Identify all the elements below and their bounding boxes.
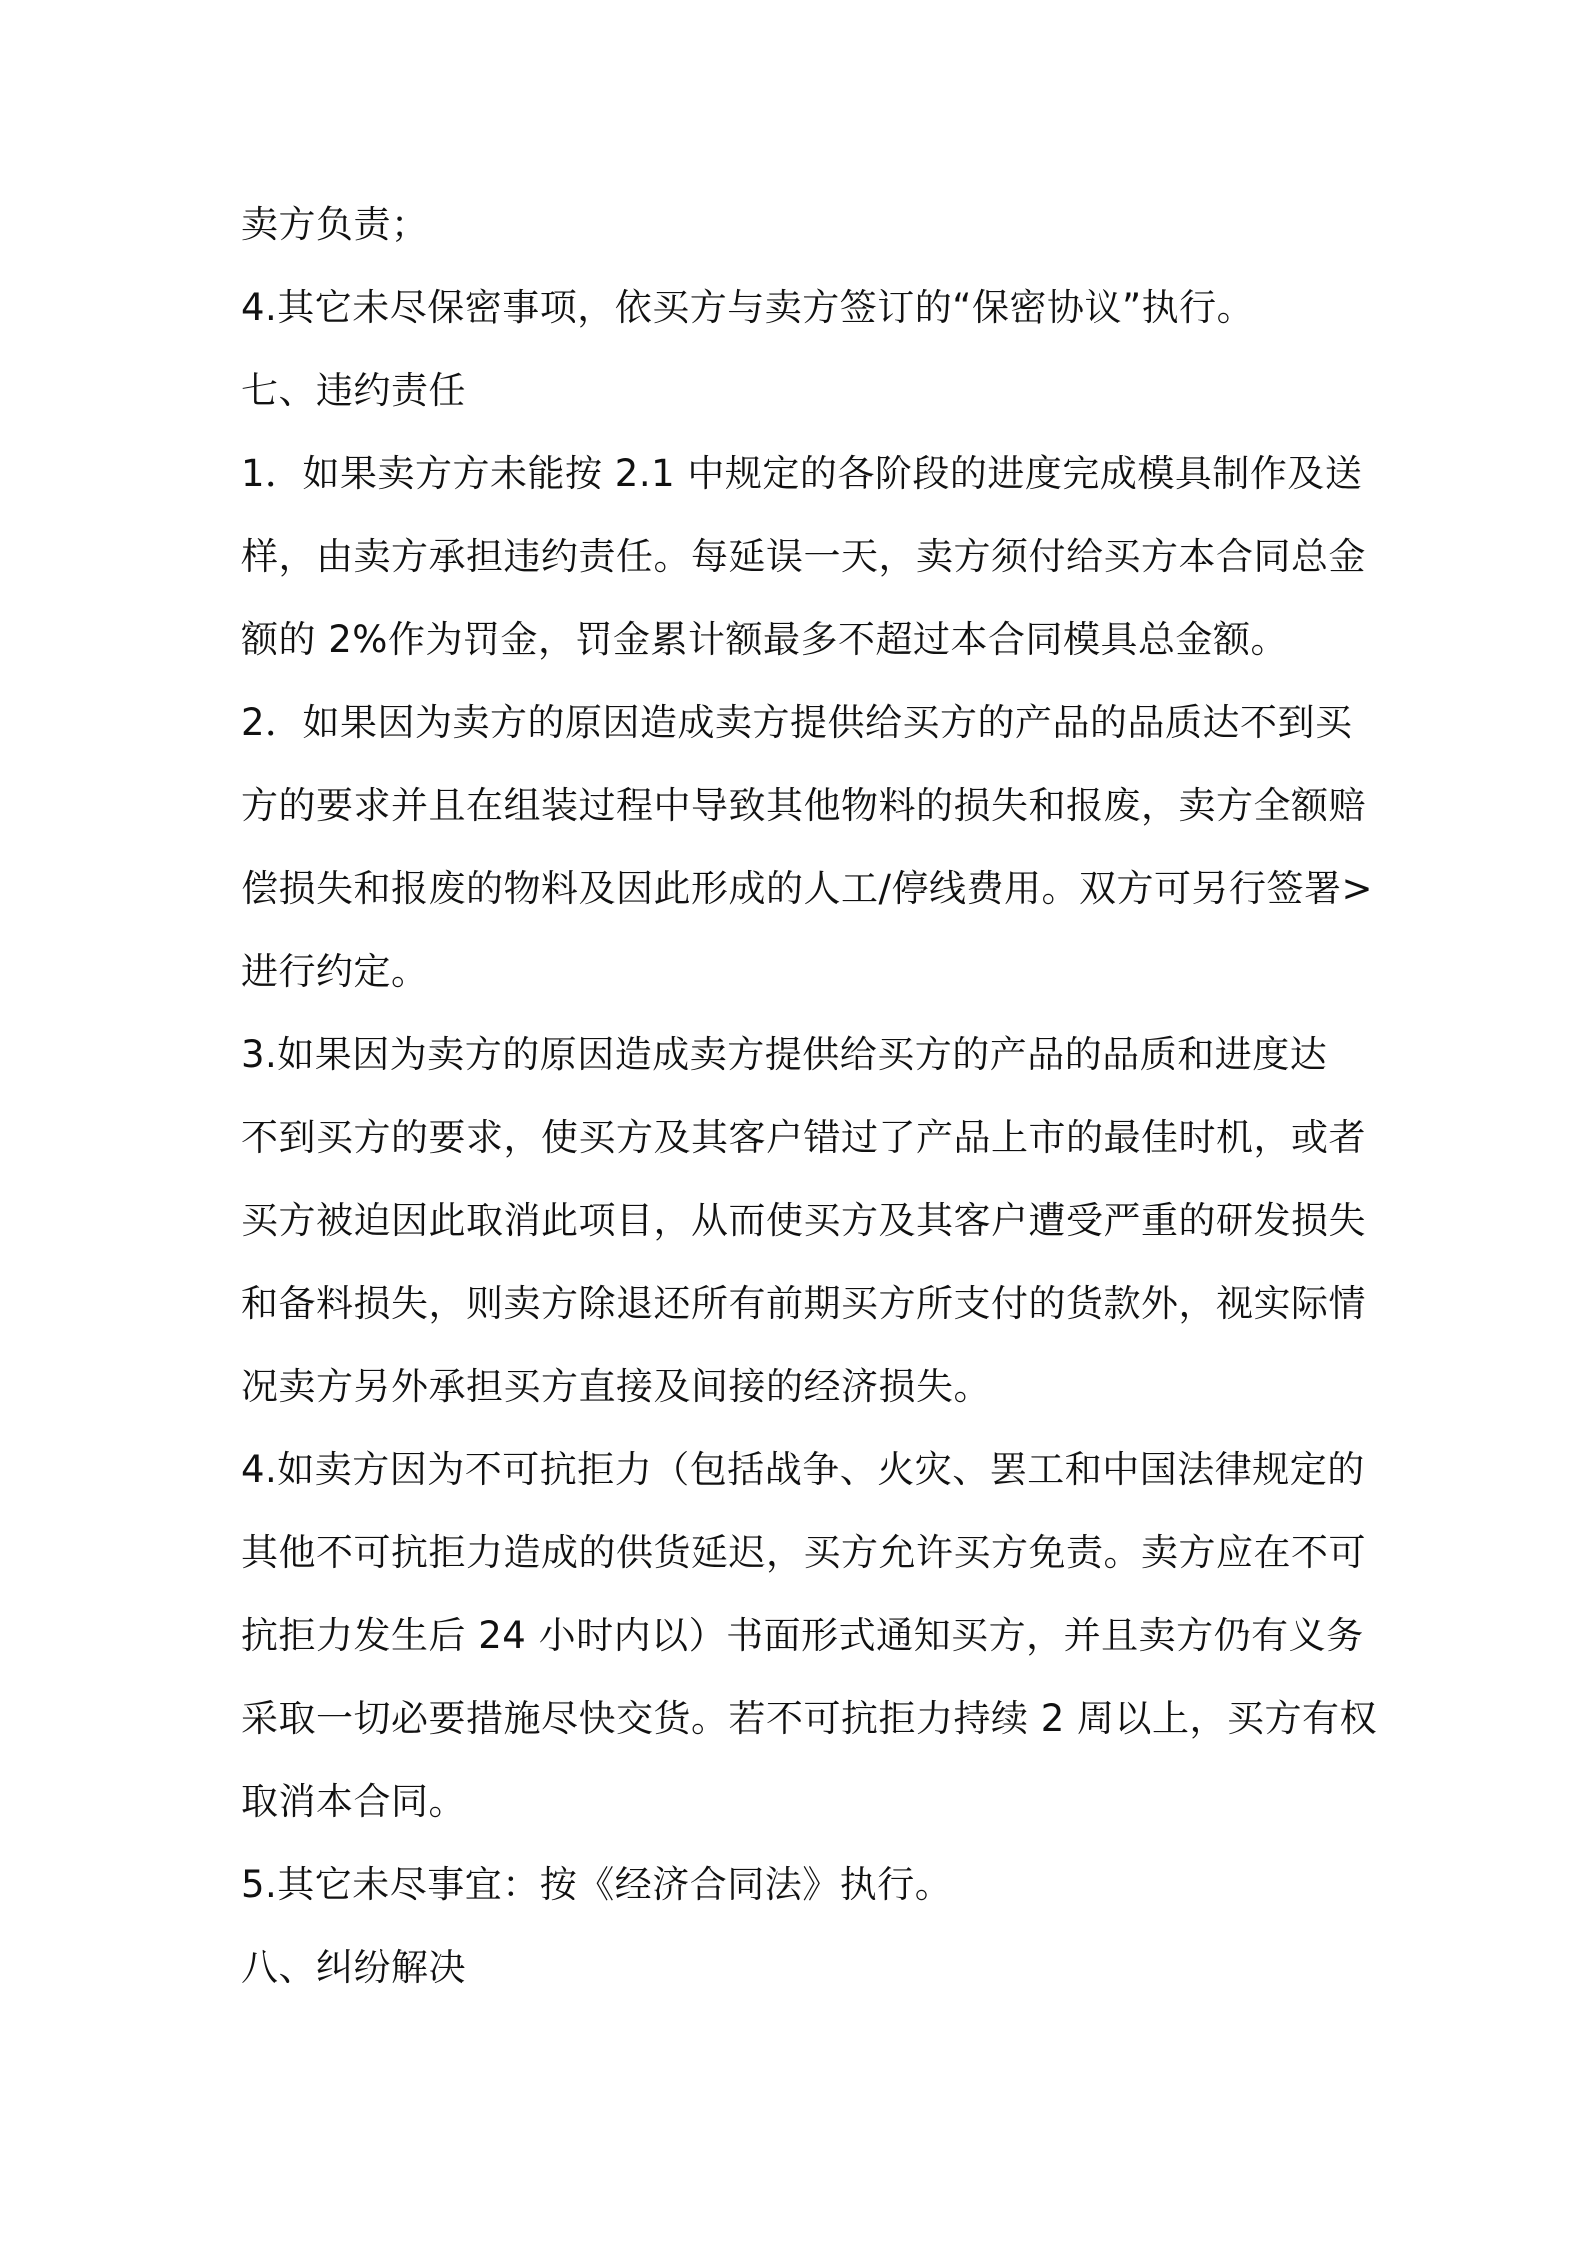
text-line: 样，由卖方承担违约责任。每延误一天，卖方须付给买方本合同总金 xyxy=(241,535,1366,578)
text-line: 4.其它未尽保密事项，依买方与卖方签订的“保密协议”执行。 xyxy=(241,286,1255,329)
text-line: 进行约定。 xyxy=(241,950,429,993)
text-line: 况卖方另外承担买方直接及间接的经济损失。 xyxy=(241,1365,991,1408)
text-line: 5.其它未尽事宜：按《经济合同法》执行。 xyxy=(241,1863,953,1906)
text-line: 取消本合同。 xyxy=(241,1780,466,1823)
section-heading: 七、违约责任 xyxy=(241,369,466,412)
text-line: 额的 2%作为罚金，罚金累计额最多不超过本合同模具总金额。 xyxy=(241,618,1288,661)
text-line: 抗拒力发生后 24 小时内以）书面形式通知买方，并且卖方仍有义务 xyxy=(241,1614,1364,1657)
text-line: 买方被迫因此取消此项目，从而使买方及其客户遭受严重的研发损失 xyxy=(241,1199,1366,1242)
text-line: 和备料损失，则卖方除退还所有前期买方所支付的货款外，视实际情 xyxy=(241,1282,1366,1325)
text-line: 不到买方的要求，使买方及其客户错过了产品上市的最佳时机，或者 xyxy=(241,1116,1366,1159)
section-heading: 八、纠纷解决 xyxy=(241,1946,466,1989)
text-line: 4.如卖方因为不可抗拒力（包括战争、火灾、罢工和中国法律规定的 xyxy=(241,1448,1365,1491)
text-line: 1．如果卖方方未能按 2.1 中规定的各阶段的进度完成模具制作及送 xyxy=(241,452,1363,495)
text-line: 其他不可抗拒力造成的供货延迟，买方允许买方免责。卖方应在不可 xyxy=(241,1531,1366,1574)
text-line: 卖方负责； xyxy=(241,203,429,246)
text-line: 3.如果因为卖方的原因造成卖方提供给买方的产品的品质和进度达 xyxy=(241,1033,1328,1076)
text-line: 方的要求并且在组装过程中导致其他物料的损失和报废，卖方全额赔 xyxy=(241,784,1366,827)
text-line: 采取一切必要措施尽快交货。若不可抗拒力持续 2 周以上，买方有权 xyxy=(241,1697,1378,1740)
text-line: 2．如果因为卖方的原因造成卖方提供给买方的产品的品质达不到买 xyxy=(241,701,1353,744)
text-line: 偿损失和报废的物料及因此形成的人工/停线费用。双方可另行签署> xyxy=(241,867,1373,910)
